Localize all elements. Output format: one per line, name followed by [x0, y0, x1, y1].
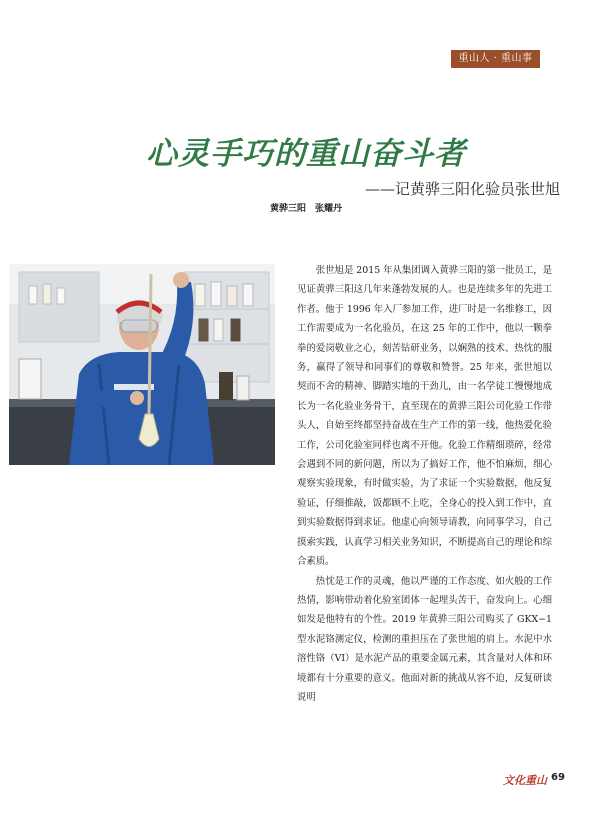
- article-title: 心灵手巧的重山奋斗者: [146, 136, 466, 172]
- article-subtitle: ——记黄骅三阳化验员张世旭: [364, 180, 560, 198]
- page-number: 69: [551, 772, 565, 783]
- article-byline: 黄骅三阳 张耀丹: [269, 204, 342, 214]
- article-paragraph: 热忱是工作的灵魂，他以严谨的工作态度、如火般的工作热情，影响带动着化验室团体一起埋头苦干，奋发向上。心细如发是他特有的个性。2019 年黄骅三阳公司购买了 GKX−1 型水泥铬测定仪，检测的重担压在了张世旭的肩上。水泥中水溶性铬（VI）是水泥产品的重要金属元素，其含量对人体和环境都有十分重要的意义。他面对新的挑战从容不迫，反复研读说明: [297, 575, 552, 703]
- lab-photo: [9, 264, 275, 465]
- magazine-logo: 文化重山: [503, 774, 547, 787]
- article-body: [297, 261, 552, 707]
- article-paragraph: 张世旭是 2015 年从集团调入黄骅三阳的第一批员工，是见证黄骅三阳这几年来蓬勃发展的人。也是连续多年的先进工作者。他于 1996 年入厂参加工作，进厂时是一名维修工，因工作需要成为一名化验员，在这 25 年的工作中，他以一颗拳拳的爱岗敬业之心，刻苦钻研业务，以娴熟的技术、热忱的服务，赢得了领导和同事们的尊敬和赞誉。25 年来，张世旭以契而不舍的精神、脚踏实地的干劲儿，由一名学徒工慢慢地成长为一名化验业务骨干，直至现在的黄骅三阳公司化验工作带头人，自始至终都坚持奋战在生产工作的第一线，他热爱化验工作，公司化验室同样也离不开他。化验工作精细琐碎，经常会遇到不同的新问题，所以为了搞好工作，他不怕麻烦，细心观察实验现象，有时做实验，为了求证一个实验数据，他反复验证，仔细推敲，饭都顾不上吃，全身心的投入到工作中，直到实验数据得到求证。他虚心向领导请教，向同事学习，自己摸索实践，认真学习相关业务知识，不断提高自己的理论和综合素质。: [297, 265, 552, 568]
- section-badge: 重山人 · 重山事: [451, 50, 540, 68]
